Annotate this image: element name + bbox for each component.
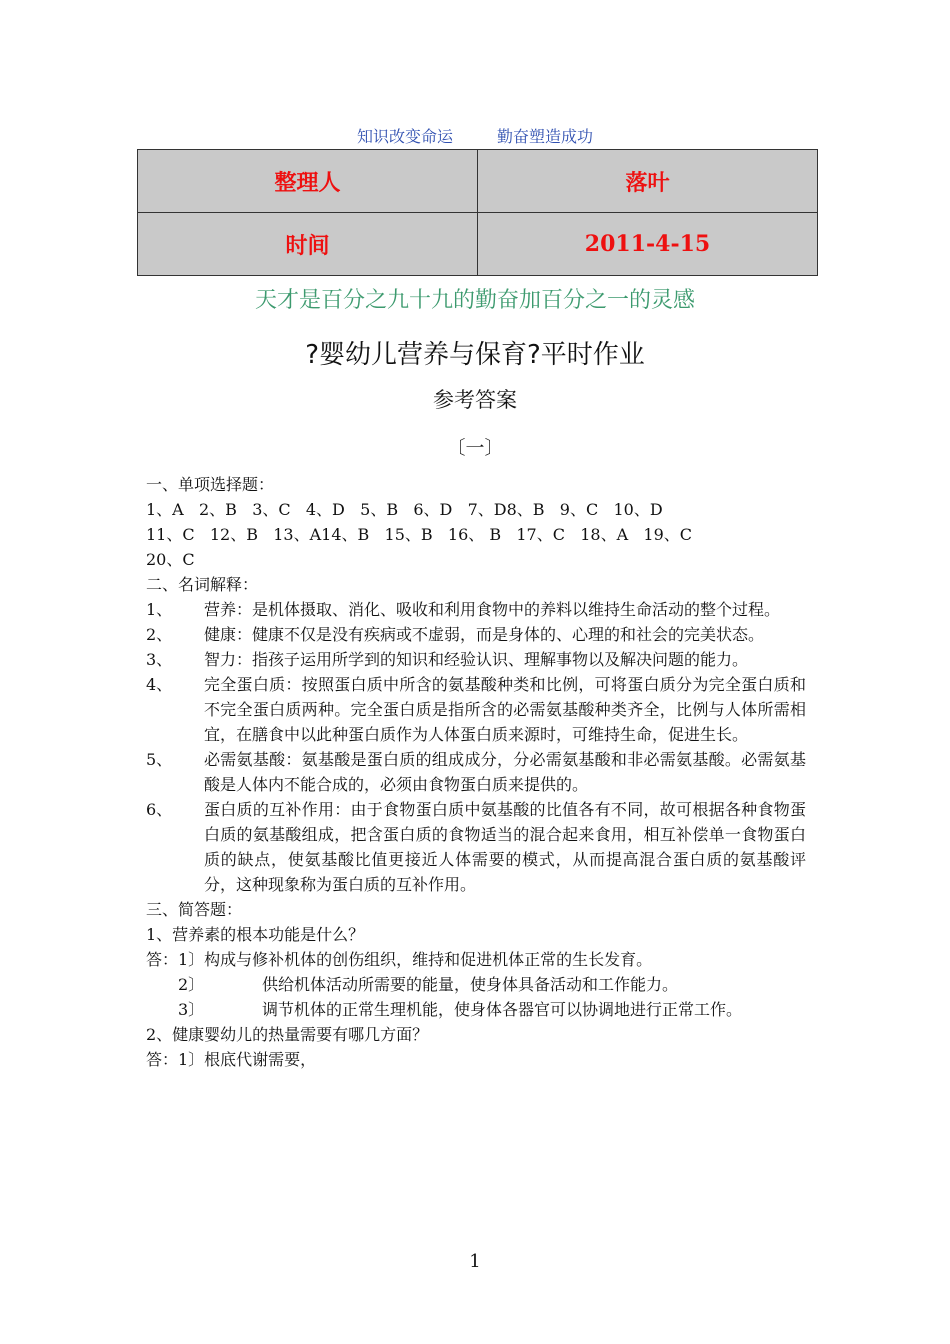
organizer-value: 落叶 bbox=[478, 150, 818, 213]
definition-item bbox=[146, 747, 806, 797]
definition-text: 健康：健康不仅是没有疾病或不虚弱，而是身体的、心理的和社会的完美状态。 bbox=[204, 625, 765, 644]
document-title: ?婴幼儿营养与保育?平时作业 bbox=[305, 340, 645, 370]
answer-1-3 bbox=[146, 997, 806, 1022]
definition-item bbox=[146, 647, 806, 672]
definition-item bbox=[146, 622, 806, 647]
part3-heading: 三、简答题： bbox=[146, 900, 243, 919]
definition-text: 必需氨基酸：氨基酸是蛋白质的组成成分，分必需氨基酸和非必需氨基酸。必需氨基酸是人体内不能合成的，必须由食物蛋白质来提供的。 bbox=[204, 750, 806, 794]
part2-heading: 二、名词解释： bbox=[146, 575, 259, 594]
info-row-date bbox=[138, 213, 818, 276]
page-number: 1 bbox=[469, 1251, 481, 1272]
definition-number: 3、 bbox=[146, 650, 173, 669]
definition-number: 5、 bbox=[146, 750, 173, 769]
organizer-label: 整理人 bbox=[138, 150, 478, 213]
definition-number: 2、 bbox=[146, 625, 173, 644]
header-motto bbox=[0, 124, 950, 147]
definition-number: 6、 bbox=[146, 800, 173, 819]
definition-text: 完全蛋白质：按照蛋白质中所含的氨基酸种类和比例，可将蛋白质分为完全蛋白质和不完全蛋白质两种。完全蛋白质是指所含的必需氨基酸种类齐全，比例与人体所需相宜，在膳食中以此种蛋白质作为人体蛋白质来源时，可维持生命，促进生长。 bbox=[204, 675, 806, 744]
definition-item bbox=[146, 597, 806, 622]
definition-item bbox=[146, 672, 806, 747]
part1-heading: 一、单项选择题： bbox=[146, 475, 275, 494]
definition-item bbox=[146, 797, 806, 897]
document-subtitle: 参考答案 bbox=[433, 388, 517, 412]
definition-number: 1、 bbox=[146, 600, 173, 619]
definition-text: 智力：指孩子运用所学到的知识和经验认识、理解事物以及解决问题的能力。 bbox=[204, 650, 749, 669]
motto-left: 知识改变命运 bbox=[356, 127, 453, 146]
answer-line: 1、A 2、B 3、C 4、D 5、B 6、D 7、D8、B 9、C 10、D bbox=[146, 500, 663, 519]
motto-right: 勤奋塑造成功 bbox=[497, 127, 594, 146]
definition-number: 4、 bbox=[146, 675, 173, 694]
definition-text: 营养：是机体摄取、消化、吸收和利用食物中的养料以维持生命活动的整个过程。 bbox=[204, 600, 781, 619]
date-value: 2011-4-15 bbox=[478, 213, 818, 276]
question-2: 2、健康婴幼儿的热量需要有哪几方面？ bbox=[146, 1025, 429, 1044]
quote: 天才是百分之九十九的勤奋加百分之一的灵感 bbox=[254, 288, 695, 313]
document-body bbox=[146, 472, 806, 1072]
answer-text: 调节机体的正常生理机能，使身体各器官可以协调地进行正常工作。 bbox=[262, 1000, 743, 1019]
answer-text: 供给机体活动所需要的能量，使身体具备活动和工作能力。 bbox=[262, 975, 679, 994]
answer-number: 2〕 bbox=[178, 975, 205, 994]
info-row-organizer bbox=[138, 150, 818, 213]
section-number: 〔一〕 bbox=[446, 437, 504, 459]
answer-2-1: 答：1〕根底代谢需要， bbox=[146, 1050, 317, 1069]
question-1: 1、营养素的根本功能是什么？ bbox=[146, 925, 365, 944]
answer-line: 20、C bbox=[146, 550, 195, 569]
answer-number: 3〕 bbox=[178, 1000, 205, 1019]
date-label: 时间 bbox=[138, 213, 478, 276]
definition-text: 蛋白质的互补作用：由于食物蛋白质中氨基酸的比值各有不同，故可根据各种食物蛋白质的氨基酸组成，把含蛋白质的食物适当的混合起来食用，相互补偿单一食物蛋白质的缺点，使氨基酸比值更接近人体需要的模式，从而提高混合蛋白质的氨基酸评分，这种现象称为蛋白质的互补作用。 bbox=[204, 800, 806, 894]
answer-line: 11、C 12、B 13、A14、B 15、B 16、 B 17、C 18、A 19、C bbox=[146, 525, 692, 544]
info-table bbox=[137, 149, 818, 276]
answer-1-2 bbox=[146, 972, 806, 997]
answer-1-1: 答：1〕构成与修补机体的创伤组织，维持和促进机体正常的生长发育。 bbox=[146, 950, 653, 969]
